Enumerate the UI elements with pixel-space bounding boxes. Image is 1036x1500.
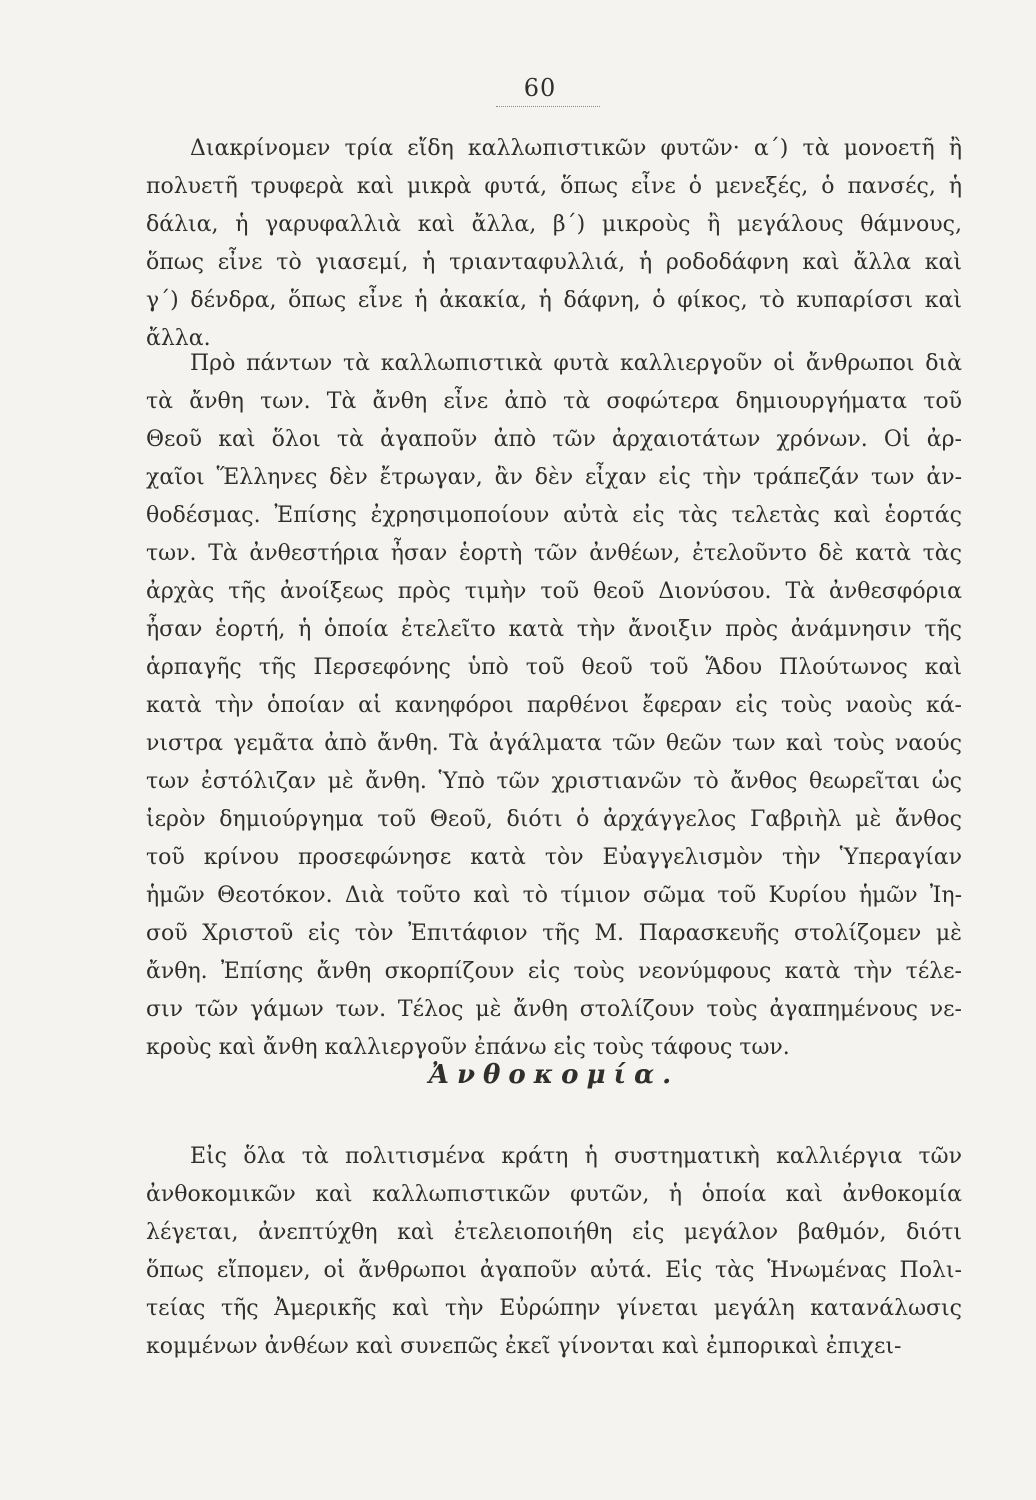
text-line: των. Τὰ ἀνθεστήρια ἦσαν ἑορτὴ τῶν ἀνθέων, ἐτελοῦντο δὲ κατὰ τὰς: [146, 541, 962, 566]
paragraph-floriculture: [146, 1138, 962, 1366]
text-line: κομμένων ἀνθέων καὶ συνεπῶς ἐκεῖ γίνονται καὶ ἐμπορικαὶ ἐπιχει-: [146, 1334, 902, 1359]
text-line: πολυετῆ τρυφερὰ καὶ μικρὰ φυτά, ὅπως εἶνε ὁ μενεξές, ὁ πανσές, ἡ: [146, 174, 962, 199]
text-line: τὰ ἄνθη των. Τὰ ἄνθη εἶνε ἀπὸ τὰ σοφώτερα δημιουργήματα τοῦ: [146, 389, 962, 414]
text-line: ὅπως εἴπομεν, οἱ ἄνθρωποι ἀγαποῦν αὐτά. Εἰς τὰς Ἡνωμένας Πολι-: [146, 1258, 962, 1283]
text-line: Πρὸ πάντων τὰ καλλωπιστικὰ φυτὰ καλλιεργοῦν οἱ ἄνθρωποι διὰ: [190, 351, 962, 376]
text-line: ἄλλα.: [146, 326, 211, 351]
text-line: θοδέσμας. Ἐπίσης ἐχρησιμοποίουν αὐτὰ εἰς τὰς τελετὰς καὶ ἑορτάς: [146, 503, 962, 528]
text-line: τοῦ κρίνου προσεφώνησε κατὰ τὸν Εὐαγγελισμὸν τὴν Ὑπεραγίαν: [146, 845, 962, 870]
page-number: 60: [523, 74, 557, 102]
text-line: τείας τῆς Ἀμερικῆς καὶ τὴν Εὐρώπην γίνεται μεγάλη κατανάλωσις: [146, 1296, 962, 1321]
text-line: ἱερὸν δημιούργημα τοῦ Θεοῦ, διότι ὁ ἀρχάγγελος Γαβριὴλ μὲ ἄνθος: [146, 807, 962, 832]
text-line: ὅπως εἶνε τὸ γιασεμί, ἡ τριανταφυλλιά, ἡ ροδοδάφνη καὶ ἄλλα καὶ: [146, 250, 962, 275]
section-heading: Ἀνθοκομία.: [428, 1060, 680, 1090]
text-line: κατὰ τὴν ὁποίαν αἱ κανηφόροι παρθένοι ἔφεραν εἰς τοὺς ναοὺς κά-: [146, 693, 962, 718]
text-line: ἀρχὰς τῆς ἀνοίξεως πρὸς τιμὴν τοῦ θεοῦ Διονύσου. Τὰ ἀνθεσφόρια: [146, 579, 962, 604]
text-line: ἄνθη. Ἐπίσης ἄνθη σκορπίζουν εἰς τοὺς νεονύμφους κατὰ τὴν τέλε-: [146, 959, 962, 984]
text-line: Εἰς ὅλα τὰ πολιτισμένα κράτη ἡ συστηματικὴ καλλιέργια τῶν: [190, 1144, 962, 1169]
text-line: νιστρα γεμᾶτα ἀπὸ ἄνθη. Τὰ ἀγάλματα τῶν θεῶν των καὶ τοὺς ναούς: [146, 731, 962, 756]
paragraph-plant-types: [146, 130, 962, 358]
text-line: ἁρπαγῆς τῆς Περσεφόνης ὑπὸ τοῦ θεοῦ τοῦ Ἅδου Πλούτωνος καὶ: [146, 655, 962, 680]
text-line: ἀνθοκομικῶν καὶ καλλωπιστικῶν φυτῶν, ἡ ὁποία καὶ ἀνθοκομία: [146, 1182, 962, 1207]
text-line: σιν τῶν γάμων των. Τέλος μὲ ἄνθη στολίζουν τοὺς ἀγαπημένους νε-: [146, 997, 962, 1022]
page-number-rule: [496, 106, 600, 107]
paragraph-flowers-history: [146, 345, 962, 1067]
text-line: χαῖοι Ἕλληνες δὲν ἔτρωγαν, ἂν δὲν εἶχαν εἰς τὴν τράπεζάν των ἀν-: [146, 465, 962, 490]
text-line: γ΄) δένδρα, ὅπως εἶνε ἡ ἀκακία, ἡ δάφνη, ὁ φίκος, τὸ κυπαρίσσι καὶ: [146, 288, 962, 313]
text-line: ἡμῶν Θεοτόκον. Διὰ τοῦτο καὶ τὸ τίμιον σῶμα τοῦ Κυρίου ἡμῶν Ἰη-: [146, 883, 962, 908]
text-line: Θεοῦ καὶ ὅλοι τὰ ἀγαποῦν ἀπὸ τῶν ἀρχαιοτάτων χρόνων. Οἱ ἀρ-: [146, 427, 962, 452]
text-line: ἦσαν ἑορτή, ἡ ὁποία ἐτελεῖτο κατὰ τὴν ἄνοιξιν πρὸς ἀνάμνησιν τῆς: [146, 617, 962, 642]
text-line: δάλια, ἡ γαρυφαλλιὰ καὶ ἄλλα, β΄) μικροὺς ἢ μεγάλους θάμνους,: [146, 212, 962, 237]
text-line: σοῦ Χριστοῦ εἰς τὸν Ἐπιτάφιον τῆς Μ. Παρασκευῆς στολίζομεν μὲ: [146, 921, 962, 946]
text-line: κροὺς καὶ ἄνθη καλλιεργοῦν ἐπάνω εἰς τοὺς τάφους των.: [146, 1035, 790, 1060]
text-line: Διακρίνομεν τρία εἴδη καλλωπιστικῶν φυτῶν· α΄) τὰ μονοετῆ ἢ: [190, 136, 962, 161]
text-line: των ἐστόλιζαν μὲ ἄνθη. Ὑπὸ τῶν χριστιανῶν τὸ ἄνθος θεωρεῖται ὡς: [146, 769, 962, 794]
text-line: λέγεται, ἀνεπτύχθη καὶ ἐτελειοποιήθη εἰς μεγάλον βαθμόν, διότι: [146, 1220, 962, 1245]
